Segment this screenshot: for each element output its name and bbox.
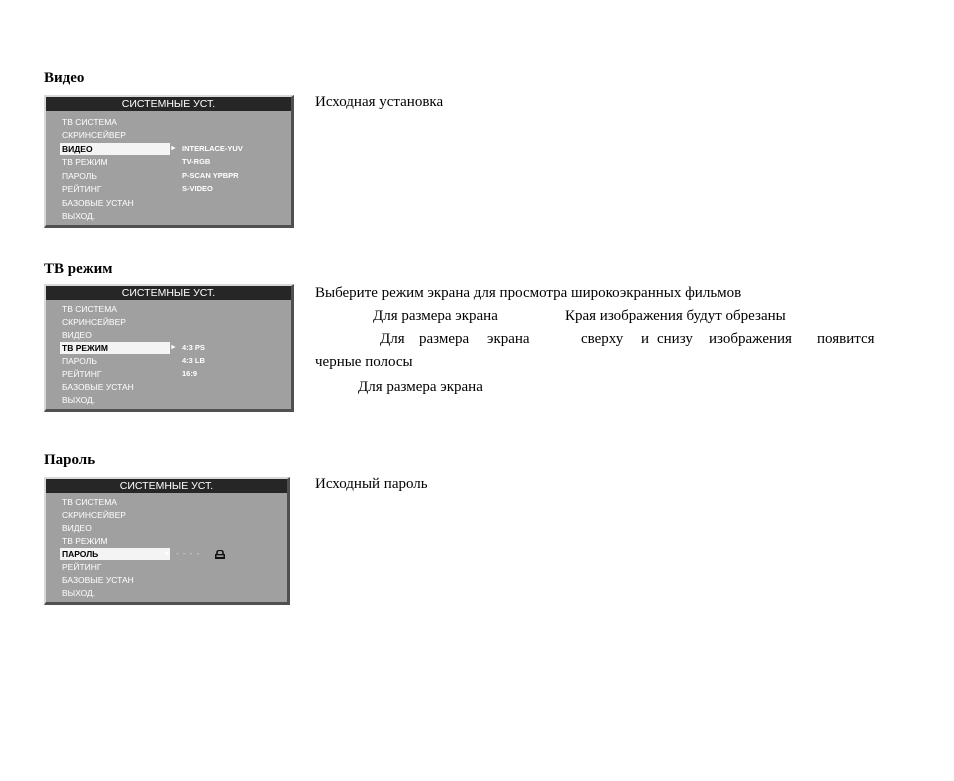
- section-heading-video: Видео: [44, 70, 85, 86]
- menu-item-defaults[interactable]: БАЗОВЫЕ УСТАН: [62, 382, 134, 392]
- osd-menu-video: [44, 95, 294, 228]
- submenu-arrow-icon: ►: [164, 550, 171, 557]
- option-16-9[interactable]: 16:9: [182, 369, 198, 378]
- password-description: Исходный пароль: [315, 476, 428, 492]
- osd-menu-tv-mode: [44, 284, 294, 412]
- osd-menu-password: [44, 477, 290, 605]
- tv-mode-lb-w8: появится: [817, 331, 875, 347]
- menu-item-tv-mode[interactable]: ТВ РЕЖИМ: [62, 157, 108, 167]
- osd-title: СИСТЕМНЫЕ УСТ.: [46, 479, 287, 493]
- menu-item-tv-mode[interactable]: ТВ РЕЖИМ: [60, 342, 170, 354]
- tv-mode-ps-label: Для размера экрана: [373, 308, 498, 324]
- menu-item-rating[interactable]: РЕЙТИНГ: [62, 369, 102, 379]
- password-input[interactable]: - - - -: [176, 549, 201, 558]
- menu-item-screensaver[interactable]: СКРИНСЕЙВЕР: [62, 317, 126, 327]
- option-s-video[interactable]: S-VIDEO: [182, 184, 213, 193]
- menu-item-password[interactable]: ПАРОЛЬ: [62, 356, 97, 366]
- menu-item-defaults[interactable]: БАЗОВЫЕ УСТАН: [62, 575, 134, 585]
- option-4-3-lb[interactable]: 4:3 LB: [182, 356, 205, 365]
- osd-title: СИСТЕМНЫЕ УСТ.: [46, 97, 291, 111]
- tv-mode-ps-text: Края изображения будут обрезаны: [565, 308, 786, 324]
- menu-item-password[interactable]: ПАРОЛЬ: [62, 171, 97, 181]
- tv-mode-lb-w5: и: [641, 331, 650, 347]
- video-description: Исходная установка: [315, 94, 444, 110]
- section-heading-tv-mode: ТВ режим: [44, 261, 113, 277]
- lock-icon: [214, 550, 226, 559]
- tv-mode-lb-continued: черные полосы: [315, 354, 413, 370]
- menu-item-rating[interactable]: РЕЙТИНГ: [62, 562, 102, 572]
- submenu-arrow-icon: ►: [170, 145, 177, 152]
- tv-mode-lb-w7: изображения: [709, 331, 792, 347]
- tv-mode-lb-w6: снизу: [657, 331, 693, 347]
- menu-item-screensaver[interactable]: СКРИНСЕЙВЕР: [62, 510, 126, 520]
- menu-item-exit[interactable]: ВЫХОД.: [62, 395, 96, 405]
- menu-item-video[interactable]: ВИДЕО: [60, 143, 170, 155]
- menu-item-video[interactable]: ВИДЕО: [62, 330, 92, 340]
- menu-item-tv-system[interactable]: ТВ СИСТЕМА: [62, 117, 117, 127]
- tv-mode-169-label: Для размера экрана: [358, 379, 483, 395]
- tv-mode-intro: Выберите режим экрана для просмотра широкоэкранных фильмов: [315, 285, 742, 301]
- option-interlace-yuv[interactable]: INTERLACE-YUV: [182, 144, 243, 153]
- menu-item-video[interactable]: ВИДЕО: [62, 523, 92, 533]
- tv-mode-lb-w2: размера: [419, 331, 470, 347]
- menu-item-tv-system[interactable]: ТВ СИСТЕМА: [62, 304, 117, 314]
- tv-mode-lb-w4: сверху: [581, 331, 624, 347]
- menu-item-tv-system[interactable]: ТВ СИСТЕМА: [62, 497, 117, 507]
- option-tv-rgb[interactable]: TV-RGB: [182, 157, 211, 166]
- menu-item-tv-mode[interactable]: ТВ РЕЖИМ: [62, 536, 108, 546]
- option-p-scan-ypbpr[interactable]: P-SCAN YPBPR: [182, 171, 239, 180]
- osd-title: СИСТЕМНЫЕ УСТ.: [46, 286, 291, 300]
- menu-item-password[interactable]: ПАРОЛЬ: [60, 548, 170, 560]
- menu-item-screensaver[interactable]: СКРИНСЕЙВЕР: [62, 130, 126, 140]
- section-heading-password: Пароль: [44, 452, 96, 468]
- option-4-3-ps[interactable]: 4:3 PS: [182, 343, 205, 352]
- menu-item-exit[interactable]: ВЫХОД.: [62, 588, 96, 598]
- menu-item-rating[interactable]: РЕЙТИНГ: [62, 184, 102, 194]
- menu-item-exit[interactable]: ВЫХОД.: [62, 211, 96, 221]
- tv-mode-lb-w3: экрана: [487, 331, 530, 347]
- menu-item-defaults[interactable]: БАЗОВЫЕ УСТАН: [62, 198, 134, 208]
- tv-mode-lb-w1: Для: [380, 331, 405, 347]
- submenu-arrow-icon: ►: [170, 344, 177, 351]
